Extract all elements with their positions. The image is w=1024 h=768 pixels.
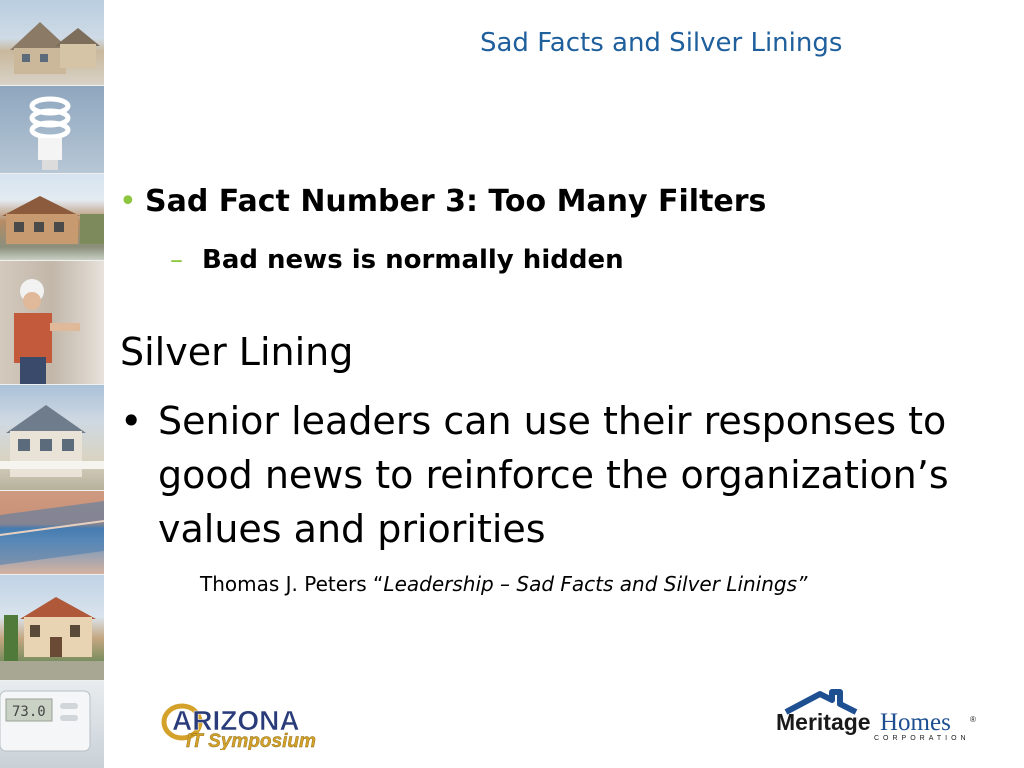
- logo-word1: Meritage: [776, 709, 871, 735]
- photo-sidebar: [0, 0, 104, 768]
- citation-title: Leadership – Sad Facts and Silver Linings”: [383, 572, 808, 596]
- solar-roof-photo-tile: [0, 491, 104, 575]
- logo-sub: CORPORATION: [874, 735, 970, 742]
- sub-bullet-bad-news: [170, 245, 624, 275]
- svg-text:73.0: 73.0: [12, 703, 46, 720]
- worker-photo-tile: [0, 261, 104, 385]
- silver-lining-heading: Silver Lining: [120, 330, 354, 374]
- house-photo: [0, 575, 104, 681]
- house-photo-tile: [0, 385, 104, 491]
- thermostat-icon: [0, 681, 104, 768]
- logo-word2: Homes: [880, 709, 951, 736]
- house-photo: [0, 0, 104, 86]
- dash-marker: –: [170, 245, 183, 275]
- bullet-text: Sad Fact Number 3: Too Many Filters: [145, 184, 767, 219]
- house-photo-tile: [0, 0, 104, 86]
- logo-line2: IT Symposium: [186, 731, 316, 750]
- slide-title: Sad Facts and Silver Linings: [480, 28, 843, 58]
- worker-photo: [0, 261, 104, 385]
- sub-bullet-text: Bad news is normally hidden: [202, 245, 624, 275]
- bullet-sad-fact: [119, 184, 766, 219]
- solar-roof-photo: [0, 491, 104, 575]
- light-bulb-photo-tile: [0, 86, 104, 174]
- house-photo-tile: [0, 174, 104, 260]
- citation-author: Thomas J. Peters “: [200, 572, 384, 596]
- logo-mark: ®: [970, 715, 976, 724]
- bullet-marker: •: [120, 399, 143, 443]
- logo-line1: ARIZONA: [172, 705, 300, 736]
- bullet-senior-leaders: [120, 394, 1024, 556]
- house-photo: [0, 174, 104, 260]
- light-bulb-icon: [0, 86, 104, 174]
- citation: [200, 572, 807, 596]
- bullet-text: Senior leaders can use their responses to good news to reinforce the organization’s values and priorities: [158, 399, 949, 551]
- house-photo-tile: [0, 575, 104, 681]
- thermostat-photo-tile: [0, 681, 104, 768]
- bullet-marker: •: [119, 184, 137, 219]
- arizona-it-symposium-logo: [160, 700, 335, 750]
- house-photo: [0, 385, 104, 491]
- meritage-homes-logo: [772, 686, 982, 742]
